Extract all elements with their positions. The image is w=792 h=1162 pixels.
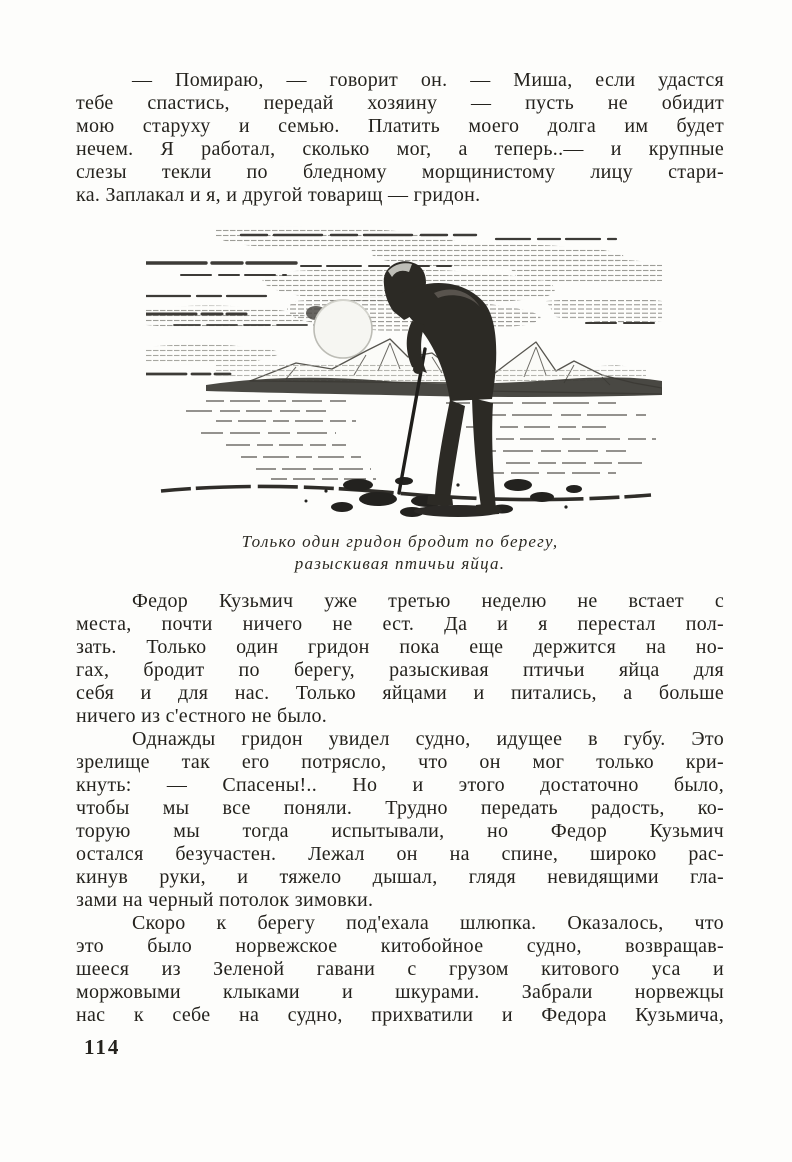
text-line: зрелище так его потрясло, что он мог только кри- [76,751,724,773]
text-line: шееся из Зеленой гавани с грузом китового уса и [76,958,724,980]
text-line: Скоро к берегу под'ехала шлюпка. Оказалось, что [132,912,724,934]
text-line: места, почти ничего не ест. Да и я перестал пол- [76,613,724,635]
text-line: ка. Заплакал и я, и другой товарищ — гридон. [76,184,481,206]
text-line: моржовыми клыками и шкурами. Забрали норвежцы [76,981,724,1003]
text-line: зами на черный потолок зимовки. [76,889,374,911]
text-line: тебе спастись, передай хозяину — пусть не обидит [76,92,724,114]
figure-caption [76,531,724,575]
text-line: ничего из с'естного не было. [76,705,328,727]
text-block-top [76,69,724,207]
text-line: зать. Только один гридон пока еще держится на но- [76,636,724,658]
paragraph [76,912,724,1027]
text-line: мою старуху и семью. Платить моего долга им будет [76,115,724,137]
text-line: кинув руки, и тяжело дышал, глядя невидящими гла- [76,866,724,888]
page-number: 114 [84,1035,121,1059]
text-line: чтобы мы все поняли. Трудно передать радость, ко- [76,797,724,819]
paragraph [76,590,724,728]
shore-scene-illustration [146,223,662,517]
text-line: слезы текли по бледному морщинистому лицу стари- [76,161,724,183]
book-illustration [146,223,662,517]
paragraph [76,728,724,912]
text-line: себя и для нас. Только яйцами и питались, а больше [76,682,724,704]
text-line: гах, бродит по берегу, разыскивая птичьи яйца для [76,659,724,681]
text-line: Федор Кузьмич уже третью неделю не встает с [132,590,724,612]
text-line: остался безучастен. Лежал он на спине, широко рас- [76,843,724,865]
paragraph [76,69,724,207]
figure-caption-line2: разыскивая птичьи яйца. [294,554,506,573]
text-line: нас к себе на судно, прихватили и Федора Кузьмича, [76,1004,724,1026]
text-line: это было норвежское китобойное судно, возвращав- [76,935,724,957]
text-line: Однажды гридон увидел судно, идущее в губу. Это [132,728,724,750]
text-line: торую мы тогда испытывали, но Федор Кузьмич [76,820,724,842]
figure-caption-line1: Только один гридон бродит по берегу, [241,532,559,551]
text-line: нечем. Я работал, сколько мог, а теперь..— и крупные [76,138,724,160]
text-line: — Помираю, — говорит он. — Миша, если удастся [132,69,724,91]
text-line: кнуть: — Спасены!.. Но и этого достаточно было, [76,774,724,796]
text-block-bottom [76,590,724,1027]
